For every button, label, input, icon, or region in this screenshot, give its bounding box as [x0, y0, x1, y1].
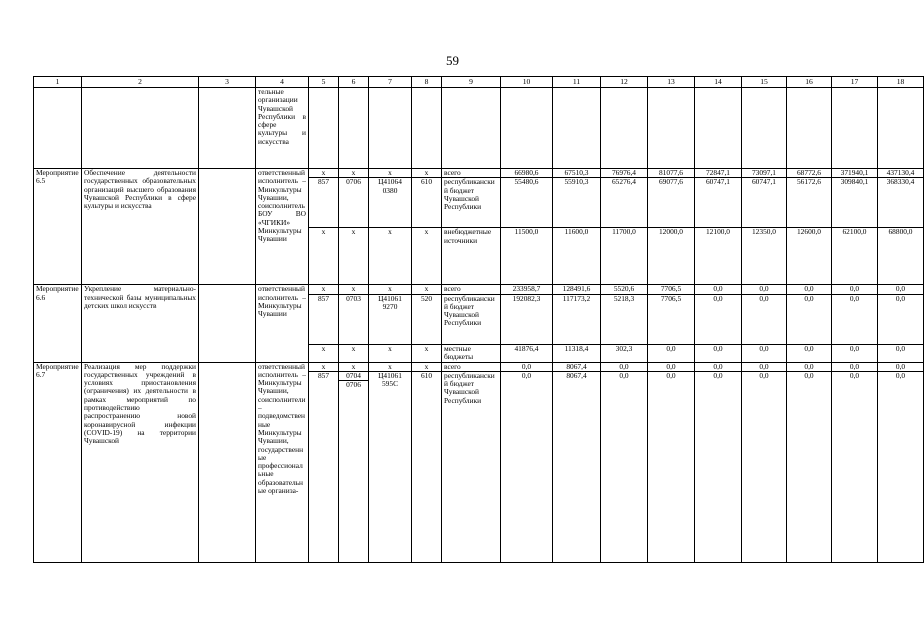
value-cell: 8067,4: [553, 362, 601, 371]
value-cell: 309840,1: [832, 178, 878, 228]
value-cell: 117173,2: [553, 294, 601, 344]
cell: 0706: [339, 178, 369, 228]
value-cell: 0,0: [648, 371, 695, 562]
header-row: [34, 77, 924, 88]
value-cell: 0,0: [787, 362, 832, 371]
column-header: 4: [256, 77, 309, 88]
cell: 0703: [339, 294, 369, 344]
value-cell: 0,0: [787, 285, 832, 294]
cell: x: [412, 169, 442, 178]
cell: [199, 362, 256, 562]
cell: [442, 88, 501, 169]
value-cell: 0,0: [832, 294, 878, 344]
source-cell: всего: [442, 169, 501, 178]
cell: 857: [309, 371, 339, 562]
table-row: [34, 285, 924, 294]
column-header: 3: [199, 77, 256, 88]
value-cell: 0,0: [648, 344, 695, 362]
value-cell: 0,0: [787, 371, 832, 562]
value-cell: 11318,4: [553, 344, 601, 362]
value-cell: 12100,0: [695, 228, 742, 285]
budget-table: [33, 76, 924, 563]
cell: [553, 88, 601, 169]
value-cell: 0,0: [832, 344, 878, 362]
source-cell: республиканский бюджет Чувашской Республики: [442, 371, 501, 562]
cell: x: [339, 362, 369, 371]
value-cell: 8067,4: [553, 371, 601, 562]
cell: [787, 88, 832, 169]
value-cell: 81077,6: [648, 169, 695, 178]
value-cell: 11700,0: [601, 228, 648, 285]
value-cell: 56172,6: [787, 178, 832, 228]
column-header: 13: [648, 77, 695, 88]
value-cell: 41876,4: [501, 344, 553, 362]
value-cell: 68800,0: [878, 228, 924, 285]
column-header: 6: [339, 77, 369, 88]
cell-value: 0706: [339, 380, 368, 389]
cell: [309, 88, 339, 169]
value-cell: 0,0: [742, 362, 787, 371]
value-cell: 0,0: [742, 294, 787, 344]
cell: x: [339, 285, 369, 294]
column-header: 16: [787, 77, 832, 88]
column-header: 1: [34, 77, 82, 88]
value-cell: 68772,6: [787, 169, 832, 178]
value-cell: 0,0: [878, 294, 924, 344]
cell: x: [309, 228, 339, 285]
value-cell: 0,0: [648, 362, 695, 371]
value-cell: 11500,0: [501, 228, 553, 285]
event-id: Мероприятие 6.6: [34, 285, 82, 362]
value-cell: 0,0: [695, 285, 742, 294]
carryover-row: [34, 88, 924, 169]
event-executor: ответственный исполнитель – Минкультуры Чувашии: [256, 285, 309, 362]
value-cell: 0,0: [501, 362, 553, 371]
value-cell: 0,0: [878, 371, 924, 562]
value-cell: 66980,6: [501, 169, 553, 178]
value-cell: 233958,7: [501, 285, 553, 294]
value-cell: 76976,4: [601, 169, 648, 178]
cell: x: [412, 362, 442, 371]
value-cell: 5520,6: [601, 285, 648, 294]
column-header: 7: [369, 77, 412, 88]
value-cell: 0,0: [742, 285, 787, 294]
event-name: Реализация мер поддержки государственных учреждений в условиях приостановления (ограничения) их деятельности в рамках мероприятий по противодействию распространению новой коронавирусной инфекции (COVID-19) на территории Чувашской: [82, 362, 199, 562]
value-cell: 0,0: [501, 371, 553, 562]
cell: x: [309, 285, 339, 294]
value-cell: 0,0: [878, 285, 924, 294]
cell: [339, 88, 369, 169]
value-cell: 192082,3: [501, 294, 553, 344]
value-cell: 62100,0: [832, 228, 878, 285]
cell: x: [369, 169, 412, 178]
value-cell: 0,0: [601, 362, 648, 371]
source-cell: всего: [442, 362, 501, 371]
cell: 610: [412, 178, 442, 228]
value-cell: 0,0: [695, 371, 742, 562]
value-cell: 60747,1: [742, 178, 787, 228]
value-cell: 437130,4: [878, 169, 924, 178]
cell: x: [339, 344, 369, 362]
cell: x: [369, 228, 412, 285]
cell: [412, 88, 442, 169]
cell: x: [339, 228, 369, 285]
event-name: Укрепление материально-технической базы муниципальных детских школ искусств: [82, 285, 199, 362]
column-header: 10: [501, 77, 553, 88]
cell: [878, 88, 924, 169]
cell: x: [309, 344, 339, 362]
cell: x: [369, 344, 412, 362]
value-cell: 7706,5: [648, 294, 695, 344]
source-cell: внебюджетные источники: [442, 228, 501, 285]
event-executor: ответственный исполнитель – Минкультуры Чувашии, соисполнитель БОУ ВО «ЧГИКИ» Минкультуры Чувашии: [256, 169, 309, 285]
value-cell: 67510,3: [553, 169, 601, 178]
value-cell: 73097,1: [742, 169, 787, 178]
cell: [199, 88, 256, 169]
value-cell: 0,0: [695, 344, 742, 362]
cell: x: [412, 344, 442, 362]
cell: [648, 88, 695, 169]
value-cell: 7706,5: [648, 285, 695, 294]
cell: x: [339, 169, 369, 178]
value-cell: 5218,3: [601, 294, 648, 344]
event-name: Обеспечение деятельности государственных образовательных организаций высшего образования Чувашской Республики в сфере культуры и искусства: [82, 169, 199, 285]
cell: [501, 88, 553, 169]
source-cell: местные бюджеты: [442, 344, 501, 362]
cell: x: [369, 362, 412, 371]
value-cell: 65276,4: [601, 178, 648, 228]
cell-value: 0704: [346, 370, 361, 380]
cell: [199, 169, 256, 285]
value-cell: 0,0: [878, 362, 924, 371]
executor-cell: тельные организации Чувашской Республики в сфере культуры и искусства: [256, 88, 309, 169]
column-header: 11: [553, 77, 601, 88]
value-cell: 0,0: [787, 344, 832, 362]
column-header: 15: [742, 77, 787, 88]
cell: [742, 88, 787, 169]
column-header: 9: [442, 77, 501, 88]
page-number: 59: [446, 53, 459, 68]
cell: [339, 371, 369, 562]
cell: x: [309, 169, 339, 178]
column-header: 12: [601, 77, 648, 88]
source-cell: республиканский бюджет Чувашской Республики: [442, 294, 501, 344]
value-cell: 0,0: [832, 362, 878, 371]
source-cell: всего: [442, 285, 501, 294]
table-row: [34, 362, 924, 371]
cell: [34, 88, 82, 169]
cell: [601, 88, 648, 169]
event-id: Мероприятие 6.7: [34, 362, 82, 562]
value-cell: 0,0: [878, 344, 924, 362]
cell: x: [369, 285, 412, 294]
value-cell: 11600,0: [553, 228, 601, 285]
cell: x: [412, 228, 442, 285]
value-cell: 371940,1: [832, 169, 878, 178]
value-cell: 12350,0: [742, 228, 787, 285]
event-executor: ответственный исполнитель – Минкультуры Чувашии, соисполнители – подведомственные Минкультуры Чувашии, государственные профессиональные образовательные организа-: [256, 362, 309, 562]
source-cell: республиканский бюджет Чувашской Республики: [442, 178, 501, 228]
value-cell: 69077,6: [648, 178, 695, 228]
column-header: 17: [832, 77, 878, 88]
value-cell: 0,0: [695, 294, 742, 344]
cell: Ц41061 9270: [369, 294, 412, 344]
cell: 520: [412, 294, 442, 344]
value-cell: 0,0: [601, 371, 648, 562]
cell: [199, 285, 256, 362]
value-cell: 128491,6: [553, 285, 601, 294]
value-cell: 0,0: [832, 285, 878, 294]
value-cell: 12000,0: [648, 228, 695, 285]
value-cell: 60747,1: [695, 178, 742, 228]
cell: 857: [309, 178, 339, 228]
column-header: 14: [695, 77, 742, 88]
value-cell: 0,0: [742, 344, 787, 362]
cell: x: [309, 362, 339, 371]
cell: [369, 88, 412, 169]
column-header: 18: [878, 77, 924, 88]
column-header: 2: [82, 77, 199, 88]
cell: 857: [309, 294, 339, 344]
value-cell: 0,0: [695, 362, 742, 371]
value-cell: 302,3: [601, 344, 648, 362]
value-cell: 368330,4: [878, 178, 924, 228]
value-cell: 0,0: [832, 371, 878, 562]
cell: [695, 88, 742, 169]
value-cell: 55480,6: [501, 178, 553, 228]
column-header: 8: [412, 77, 442, 88]
value-cell: 55910,3: [553, 178, 601, 228]
cell: [82, 88, 199, 169]
value-cell: 0,0: [787, 294, 832, 344]
value-cell: 12600,0: [787, 228, 832, 285]
event-id: Мероприятие 6.5: [34, 169, 82, 285]
cell: 610: [412, 371, 442, 562]
cell: x: [412, 285, 442, 294]
cell: [832, 88, 878, 169]
value-cell: 72847,1: [695, 169, 742, 178]
cell: Ц41061 595C: [369, 371, 412, 562]
value-cell: 0,0: [742, 371, 787, 562]
cell: Ц41064 0380: [369, 178, 412, 228]
column-header: 5: [309, 77, 339, 88]
